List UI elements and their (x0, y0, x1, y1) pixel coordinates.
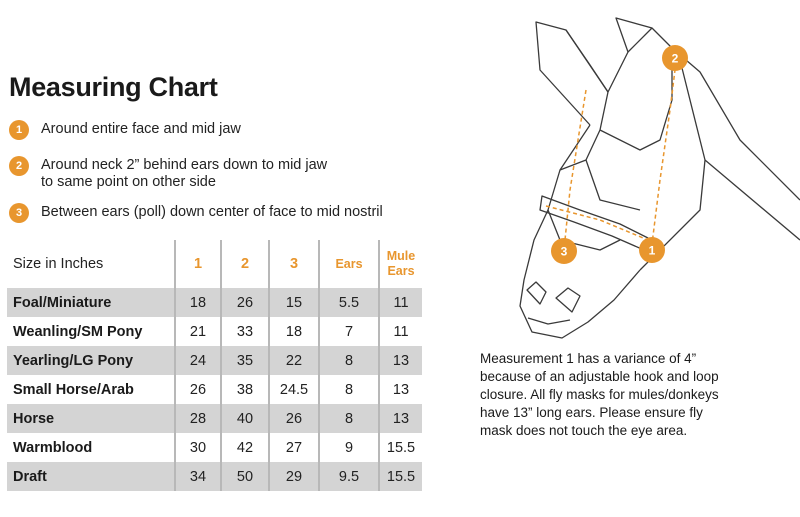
table-row (7, 375, 422, 404)
size-name-cell: Small Horse/Arab (13, 381, 134, 398)
size-name-cell: Weanling/SM Pony (13, 323, 143, 340)
size-value-cell: 13 (379, 346, 422, 375)
svg-text:2: 2 (671, 51, 679, 66)
table-row (7, 462, 422, 491)
column-header-size: Size in Inches (13, 256, 104, 272)
size-value-cell: 15.5 (379, 433, 422, 462)
horse-outline (520, 18, 800, 338)
size-name-cell: Warmblood (13, 439, 93, 456)
size-value-cell: 9.5 (319, 462, 379, 491)
instruction-text: Around entire face and mid jaw (41, 121, 241, 137)
size-name-cell: Foal/Miniature (7, 288, 175, 317)
size-value-cell: 24 (175, 346, 221, 375)
horse-head-diagram (500, 10, 800, 360)
size-value-cell: 8 (319, 346, 379, 375)
table-row (7, 404, 422, 433)
size-value-cell: 29 (269, 462, 319, 491)
column-header-1: 1 (175, 240, 221, 288)
column-header-mule-ears: Mule Ears (379, 240, 422, 288)
column-header-2: 2 (221, 240, 269, 288)
size-value-cell: 33 (221, 317, 269, 346)
measurement-note: Measurement 1 has a variance of 4” because of an adjustable hook and loop closure. All fly masks for mules/donkeys have 13” long ears. Please ensure fly mask does not touch the eye area. (480, 351, 719, 438)
size-table (7, 240, 422, 491)
size-value-cell: 38 (221, 375, 269, 404)
svg-text:1: 1 (648, 243, 656, 258)
size-value-cell: 15.5 (379, 462, 422, 491)
marker-1 (639, 237, 665, 263)
size-value-cell: 15 (269, 288, 319, 317)
size-value-cell: 7 (319, 317, 379, 346)
size-value-cell: 22 (269, 346, 319, 375)
size-value-cell: 5.5 (319, 288, 379, 317)
size-value-cell: 11 (379, 288, 422, 317)
size-value-cell: 34 (175, 462, 221, 491)
table-header-row (7, 240, 422, 288)
instruction-2 (9, 157, 327, 191)
instruction-3 (9, 204, 383, 223)
column-header-ears: Ears (319, 240, 379, 288)
step-badge-3: 3 (9, 203, 29, 223)
table-row (7, 317, 422, 346)
size-name-cell: Yearling/LG Pony (7, 346, 175, 375)
size-name-cell: Draft (7, 462, 175, 491)
step-badge-2: 2 (9, 156, 29, 176)
size-value-cell: 13 (379, 404, 422, 433)
size-value-cell: 28 (175, 404, 221, 433)
size-value-cell: 13 (379, 375, 422, 404)
svg-text:3: 3 (560, 244, 568, 259)
size-value-cell: 21 (175, 317, 221, 346)
table-row (7, 346, 422, 375)
instruction-text: Between ears (poll) down center of face to mid nostril (41, 204, 383, 220)
instruction-text: to same point on other side (41, 174, 216, 190)
size-value-cell: 26 (221, 288, 269, 317)
instruction-text: Around neck 2” behind ears down to mid jaw (41, 157, 328, 173)
size-value-cell: 18 (269, 317, 319, 346)
size-name-cell: Horse (7, 404, 175, 433)
size-value-cell: 27 (269, 433, 319, 462)
step-badge-1: 1 (9, 120, 29, 140)
size-value-cell: 11 (379, 317, 422, 346)
column-header-3: 3 (269, 240, 319, 288)
size-value-cell: 35 (221, 346, 269, 375)
table-row (7, 288, 422, 317)
size-value-cell: 42 (221, 433, 269, 462)
marker-3 (551, 238, 577, 264)
page-title: Measuring Chart (9, 72, 218, 102)
size-value-cell: 40 (221, 404, 269, 433)
size-value-cell: 9 (319, 433, 379, 462)
marker-2 (662, 45, 688, 71)
table-row (7, 433, 422, 462)
size-value-cell: 30 (175, 433, 221, 462)
size-value-cell: 26 (175, 375, 221, 404)
size-value-cell: 50 (221, 462, 269, 491)
size-value-cell: 8 (319, 375, 379, 404)
instruction-1 (9, 121, 241, 140)
size-value-cell: 26 (269, 404, 319, 433)
measurement-lines (546, 62, 676, 250)
size-value-cell: 8 (319, 404, 379, 433)
size-value-cell: 24.5 (269, 375, 319, 404)
size-value-cell: 18 (175, 288, 221, 317)
